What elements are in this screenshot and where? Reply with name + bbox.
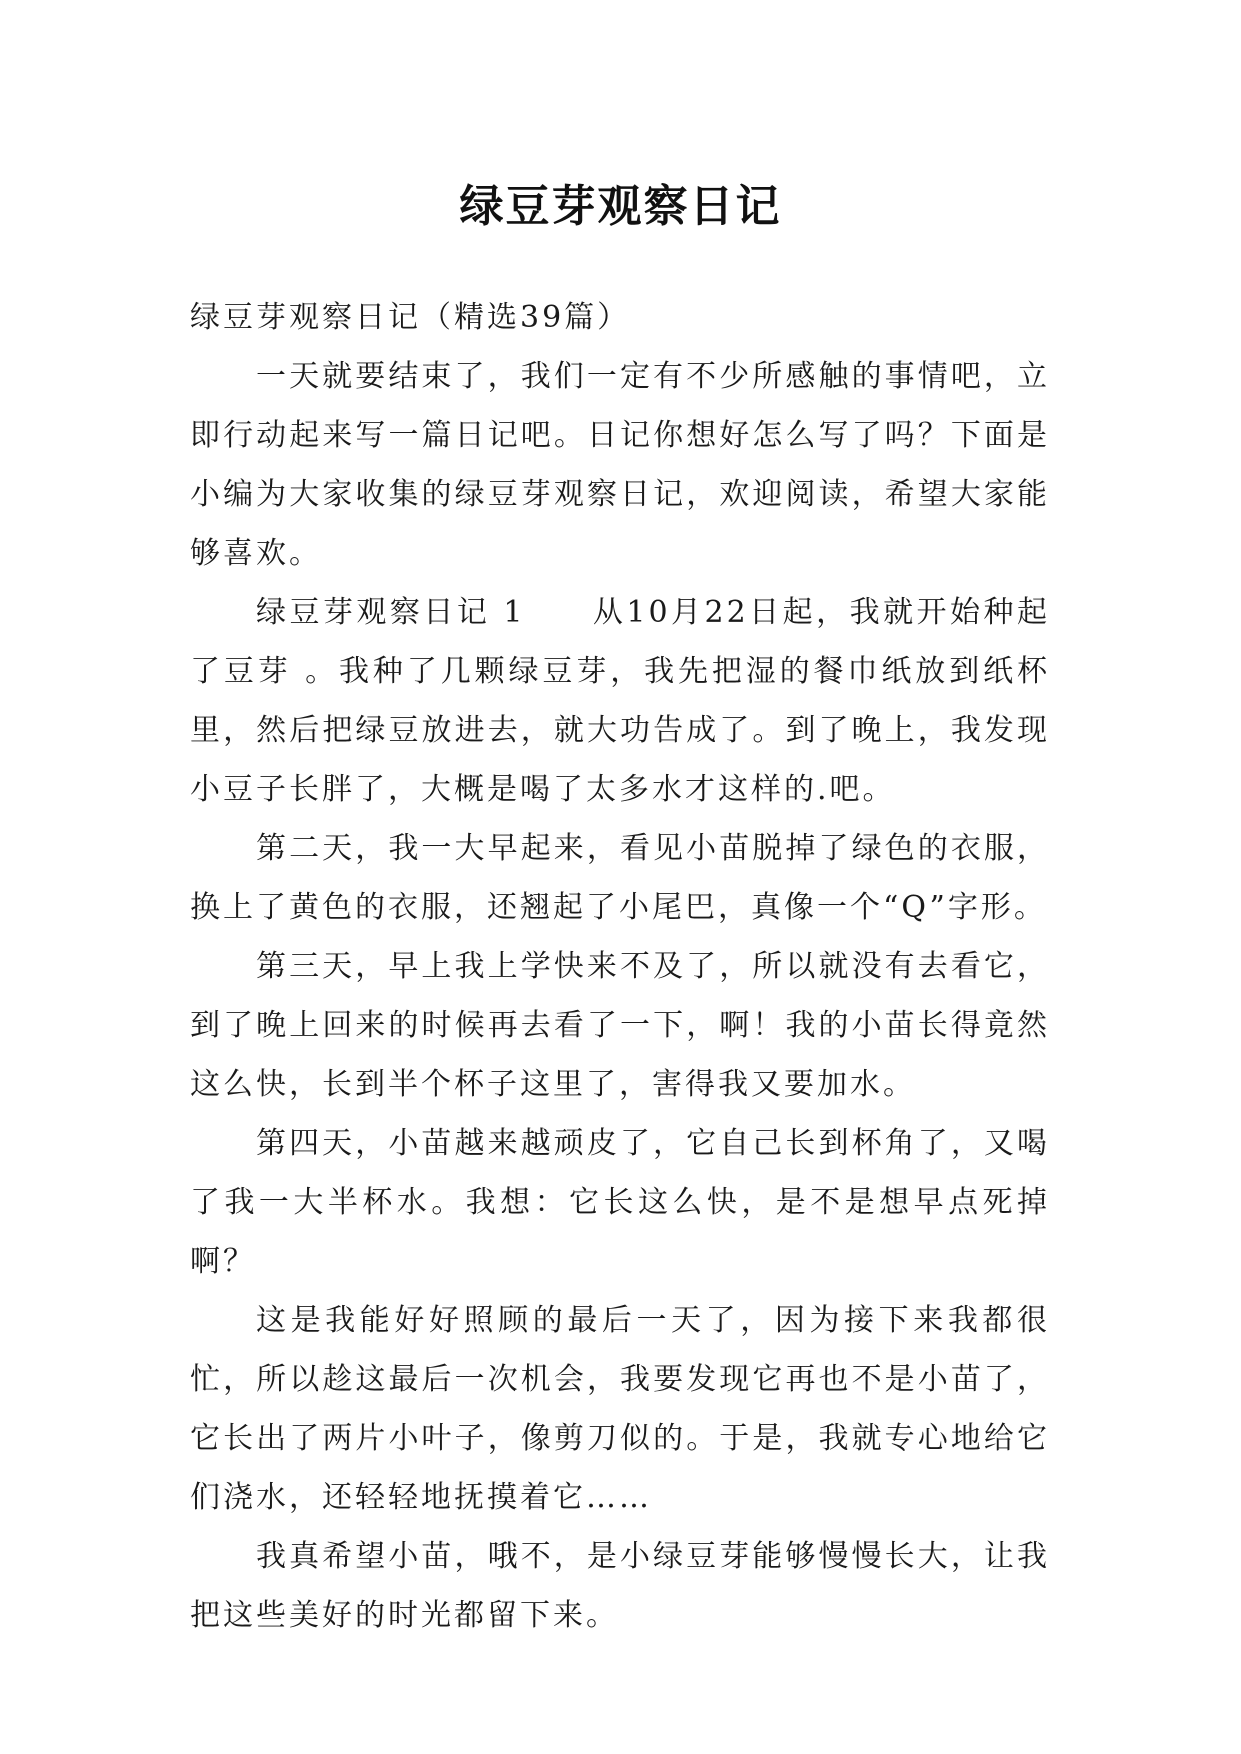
paragraph-diary-1: 绿豆芽观察日记 1 从10月22日起，我就开始种起了豆芽 。我种了几颗绿豆芽，我先把湿的餐巾纸放到纸杯里，然后把绿豆放进去，就大功告成了。到了晚上，我发现小豆子长胖了，大概是喝了太多水才这样的.吧。 [190, 595, 1050, 807]
document-body [190, 288, 1050, 1645]
paragraph-subtitle: 绿豆芽观察日记（精选39篇） [190, 300, 631, 335]
paragraph-day-3: 第三天，早上我上学快来不及了，所以就没有去看它，到了晚上回来的时候再去看了一下，啊！我的小苗长得竟然这么快，长到半个杯子这里了，害得我又要加水。 [190, 949, 1050, 1102]
paragraph-day-2: 第二天，我一大早起来，看见小苗脱掉了绿色的衣服，换上了黄色的衣服，还翘起了小尾巴，真像一个“Q”字形。 [190, 831, 1050, 925]
paragraph-wish: 我真希望小苗，哦不，是小绿豆芽能够慢慢长大，让我把这些美好的时光都留下来。 [190, 1539, 1050, 1633]
document-title: 绿豆芽观察日记 [459, 181, 782, 233]
paragraph-day-4: 第四天，小苗越来越顽皮了，它自己长到杯角了，又喝了我一大半杯水。我想：它长这么快，是不是想早点死掉啊？ [190, 1126, 1050, 1279]
paragraph-last-day: 这是我能好好照顾的最后一天了，因为接下来我都很忙，所以趁这最后一次机会，我要发现它再也不是小苗了，它长出了两片小叶子，像剪刀似的。于是，我就专心地给它们浇水，还轻轻地抚摸着它…… [190, 1303, 1050, 1515]
paragraph-intro: 一天就要结束了，我们一定有不少所感触的事情吧，立即行动起来写一篇日记吧。日记你想好怎么写了吗？下面是小编为大家收集的绿豆芽观察日记，欢迎阅读，希望大家能够喜欢。 [190, 359, 1050, 571]
